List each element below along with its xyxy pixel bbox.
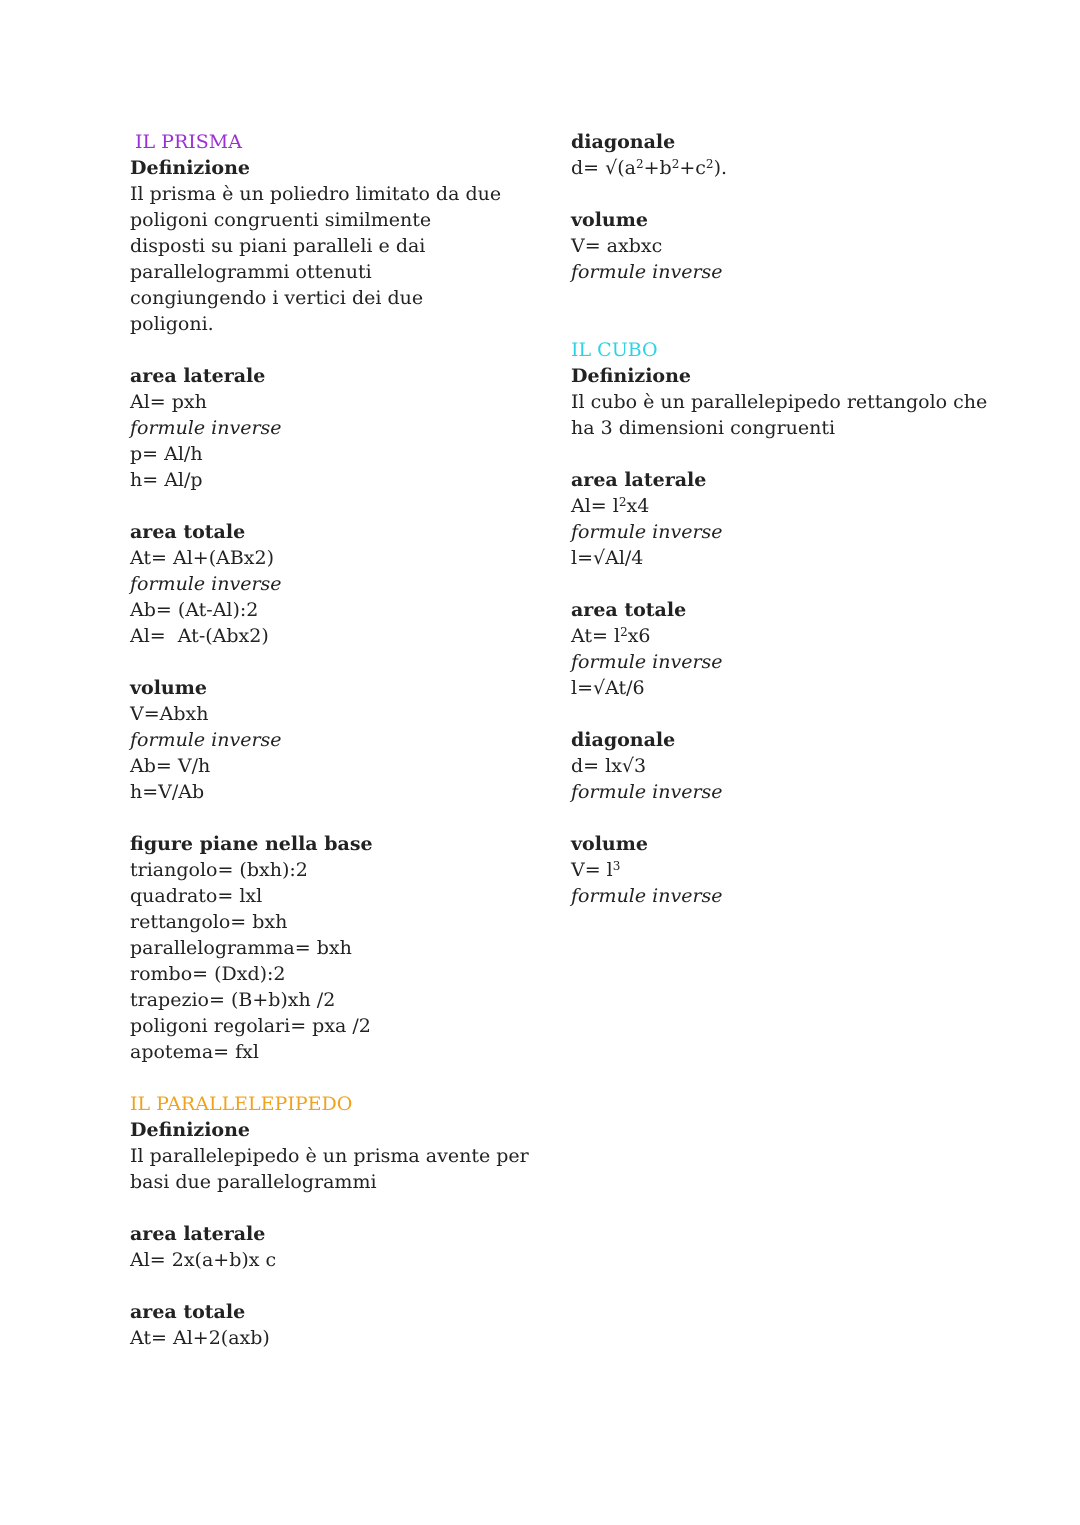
- left-column: [130, 129, 530, 1351]
- parallelepipedo-diagonale-label: diagonale: [571, 131, 676, 153]
- parallelepipedo-volume-inverse-label: formule inverse: [571, 261, 723, 283]
- cubo-diagonale-inverse-label: formule inverse: [571, 781, 723, 803]
- cubo-diagonale-formula: d= lx√3: [571, 755, 647, 777]
- parallelepipedo-volume-label: volume: [571, 209, 648, 231]
- prisma-definizione-text: Il prisma è un poliedro limitato da due poligoni congruenti similmente disposti su piani paralleli e dai parallelogrammi ottenuti congiungendo i vertici dei due poligoni.: [130, 183, 502, 335]
- prisma-area-totale-inverse-label: formule inverse: [130, 573, 282, 595]
- prisma-area-totale-formula: At= Al+(ABx2): [130, 547, 275, 569]
- cubo-area-laterale-formula: $Al= l^2x4$: [571, 495, 650, 517]
- parallelepipedo-area-laterale-formula: Al= 2x(a+b)x c: [130, 1249, 277, 1271]
- parallelepipedo-volume-formula: V= axbxc: [571, 235, 663, 257]
- cubo-area-laterale-label: area laterale: [571, 469, 707, 491]
- prisma-area-laterale-inverse-2: h= Al/p: [130, 469, 203, 491]
- prisma-volume-inverse-label: formule inverse: [130, 729, 282, 751]
- figure-piane-item: rettangolo= bxh: [130, 911, 288, 933]
- cubo-volume-inverse-label: formule inverse: [571, 885, 723, 907]
- prisma-title: IL PRISMA: [135, 131, 242, 153]
- cubo-diagonale-label: diagonale: [571, 729, 676, 751]
- cubo-area-laterale-inverse: l=√Al/4: [571, 547, 644, 569]
- prisma-area-laterale-label: area laterale: [130, 365, 266, 387]
- prisma-volume-inverse-1: Ab= V/h: [130, 755, 211, 777]
- parallelepipedo-area-totale-formula: At= Al+2(axb): [130, 1327, 270, 1349]
- cubo-definizione-line-1: Il cubo è un parallelepipedo rettangolo che: [571, 391, 988, 413]
- parallelepipedo-title: IL PARALLELEPIPEDO: [130, 1093, 353, 1115]
- prisma-definizione-label: Definizione: [130, 157, 250, 179]
- parallelepipedo-definizione-line-1: Il parallelepipedo è un prisma avente per: [130, 1145, 529, 1167]
- prisma-area-totale-inverse-2: Al= At-(Abx2): [130, 625, 269, 647]
- cubo-definizione-line-2: ha 3 dimensioni congruenti: [571, 417, 836, 439]
- prisma-area-laterale-inverse-1: p= Al/h: [130, 443, 203, 465]
- figure-piane-item: parallelogramma= bxh: [130, 937, 352, 959]
- parallelepipedo-area-totale-label: area totale: [130, 1301, 246, 1323]
- right-column: [571, 129, 991, 909]
- figure-piane-item: trapezio= (B+b)xh /2: [130, 989, 336, 1011]
- cubo-volume-label: volume: [571, 833, 648, 855]
- prisma-volume-label: volume: [130, 677, 207, 699]
- prisma-volume-formula: V=Abxh: [130, 703, 209, 725]
- cubo-area-totale-inverse: l=√At/6: [571, 677, 645, 699]
- prisma-area-laterale-formula: Al= pxh: [130, 391, 207, 413]
- figure-piane-item: triangolo= (bxh):2: [130, 859, 308, 881]
- cubo-title: IL CUBO: [571, 339, 658, 361]
- figure-piane-item: poligoni regolari= pxa /2: [130, 1015, 371, 1037]
- figure-piane-item: apotema= fxl: [130, 1041, 259, 1063]
- figure-piane-item: rombo= (Dxd):2: [130, 963, 286, 985]
- cubo-volume-formula: $V= l^3$: [571, 859, 621, 881]
- cubo-area-totale-label: area totale: [571, 599, 687, 621]
- parallelepipedo-diagonale-formula: $d= √(a^2+b^2+c^2)$.: [571, 157, 728, 179]
- cubo-area-totale-formula: $At= l^2x6$: [571, 625, 651, 647]
- figure-piane-label: figure piane nella base: [130, 833, 373, 855]
- parallelepipedo-area-laterale-label: area laterale: [130, 1223, 266, 1245]
- parallelepipedo-definizione-line-2: basi due parallelogrammi: [130, 1171, 377, 1193]
- prisma-volume-inverse-2: h=V/Ab: [130, 781, 205, 803]
- figure-piane-item: quadrato= lxl: [130, 885, 263, 907]
- prisma-area-totale-inverse-1: Ab= (At-Al):2: [130, 599, 259, 621]
- prisma-area-laterale-inverse-label: formule inverse: [130, 417, 282, 439]
- parallelepipedo-definizione-label: Definizione: [130, 1119, 250, 1141]
- cubo-area-totale-inverse-label: formule inverse: [571, 651, 723, 673]
- prisma-area-totale-label: area totale: [130, 521, 246, 543]
- cubo-definizione-label: Definizione: [571, 365, 691, 387]
- cubo-area-laterale-inverse-label: formule inverse: [571, 521, 723, 543]
